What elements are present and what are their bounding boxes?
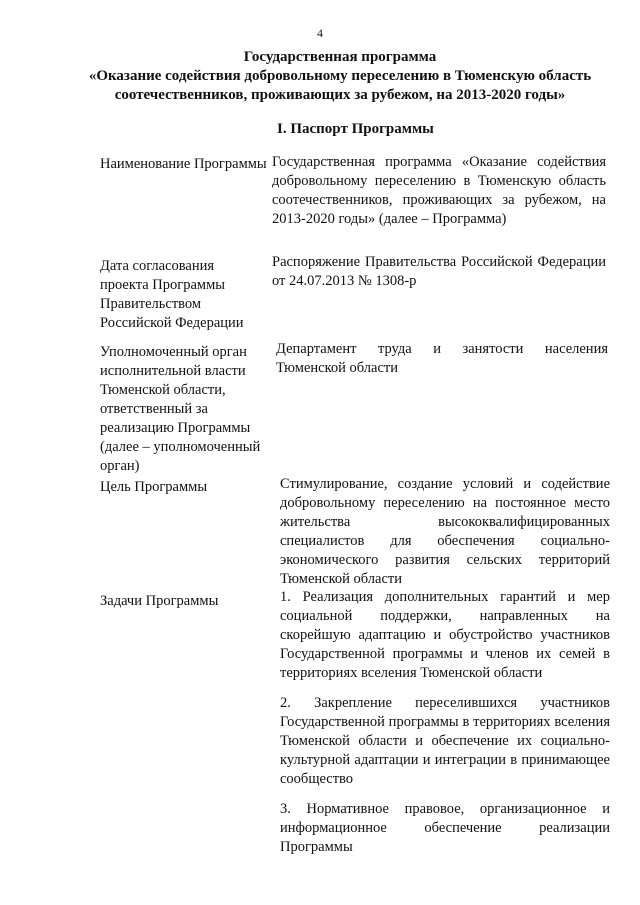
title-line-1: Государственная программа <box>243 49 437 65</box>
row-value-authorized-body: Департамент труда и занятости населения Тюменской области <box>276 341 608 376</box>
row-value-goal: Стимулирование, создание условий и содействие добровольному переселению на постоянное место жительства высококвалифицированных специалистов для обеспечения социально-экономического развития сельских территорий Тюменской области <box>280 476 610 587</box>
row-label-tasks: Задачи Программы <box>100 593 219 609</box>
task-item: 3. Нормативное правовое, организационное и информационное обеспечение реализации Программы <box>280 801 610 855</box>
page-number: 4 <box>317 26 323 40</box>
row-label-authorized-body: Уполномоченный орган исполнительной власти Тюменской области, ответственный за реализацию Программы (далее – уполномоченный орган) <box>100 344 261 474</box>
title-line-3: соотечественников, проживающих за рубежом, на 2013-2020 годы» <box>114 87 566 103</box>
row-value-name: Государственная программа «Оказание содействия добровольному переселению в Тюменскую область соотечественников, проживающих за рубежом, на 2013-2020 годы» (далее – Программа) <box>272 154 606 227</box>
row-label-goal: Цель Программы <box>100 479 208 495</box>
task-item: 2. Закрепление переселившихся участников Государственной программы в территориях вселения Тюменской области и обеспечение их социально-культурной адаптации и интеграции в принимающее сообщество <box>280 695 610 787</box>
row-value-approval-date: Распоряжение Правительства Российской Федерации от 24.07.2013 № 1308-р <box>272 254 606 289</box>
row-value-tasks <box>280 588 610 868</box>
task-item: 1. Реализация дополнительных гарантий и мер социальной поддержки, направленных на скорейшую адаптацию и обустройство участников Государственной программы и членов их семей в территориях вселения Тюменской области <box>280 589 610 681</box>
title-line-2: «Оказание содействия добровольному переселению в Тюменскую область <box>88 68 592 84</box>
section-heading: I. Паспорт Программы <box>277 121 434 137</box>
row-label-approval-date: Дата согласования проекта Программы Правительством Российской Федерации <box>100 258 244 331</box>
row-label-name: Наименование Программы <box>100 156 267 172</box>
document-title <box>60 48 620 105</box>
